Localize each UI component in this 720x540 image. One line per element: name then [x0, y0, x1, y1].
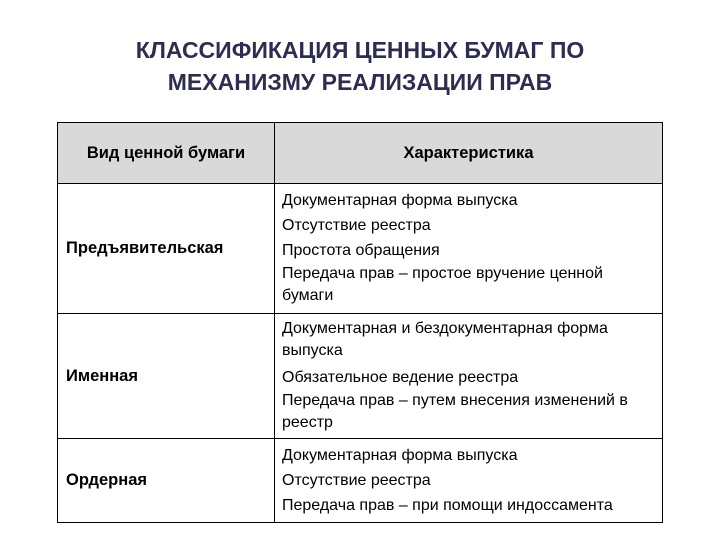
characteristic-line: Обязательное ведение реестра	[282, 369, 519, 386]
characteristic-cell	[275, 184, 663, 314]
table-header-row	[58, 123, 663, 184]
slide-title-line-1: КЛАССИФИКАЦИЯ ЦЕННЫХ БУМАГ ПО	[135, 37, 585, 63]
kind-cell: Ордерная	[58, 439, 275, 523]
header-characteristic: Характеристика	[275, 123, 663, 184]
kind-cell: Предъявительская	[58, 184, 275, 314]
characteristic-cell	[275, 439, 663, 523]
characteristic-line: Передача прав – путем внесения изменений в реестр	[282, 392, 628, 431]
characteristic-line: Документарная и бездокументарная форма выпуска	[282, 320, 608, 359]
characteristic-line: Отсутствие реестра	[282, 217, 431, 234]
characteristic-cell	[275, 314, 663, 439]
characteristic-line: Передача прав – при помощи индоссамента	[282, 497, 613, 514]
slide-title-line-2: МЕХАНИЗМУ РЕАЛИЗАЦИИ ПРАВ	[167, 69, 553, 95]
table-row	[58, 314, 663, 439]
characteristic-line: Передача прав – простое вручение ценной бумаги	[282, 265, 603, 304]
slide-title	[40, 34, 680, 98]
characteristic-line: Документарная форма выпуска	[282, 192, 518, 209]
header-kind: Вид ценной бумаги	[58, 123, 275, 184]
table-row	[58, 439, 663, 523]
kind-cell: Именная	[58, 314, 275, 439]
characteristic-line: Простота обращения	[282, 242, 440, 259]
table-row	[58, 184, 663, 314]
characteristic-line: Документарная форма выпуска	[282, 447, 518, 464]
characteristic-line: Отсутствие реестра	[282, 472, 431, 489]
classification-table	[57, 122, 663, 523]
